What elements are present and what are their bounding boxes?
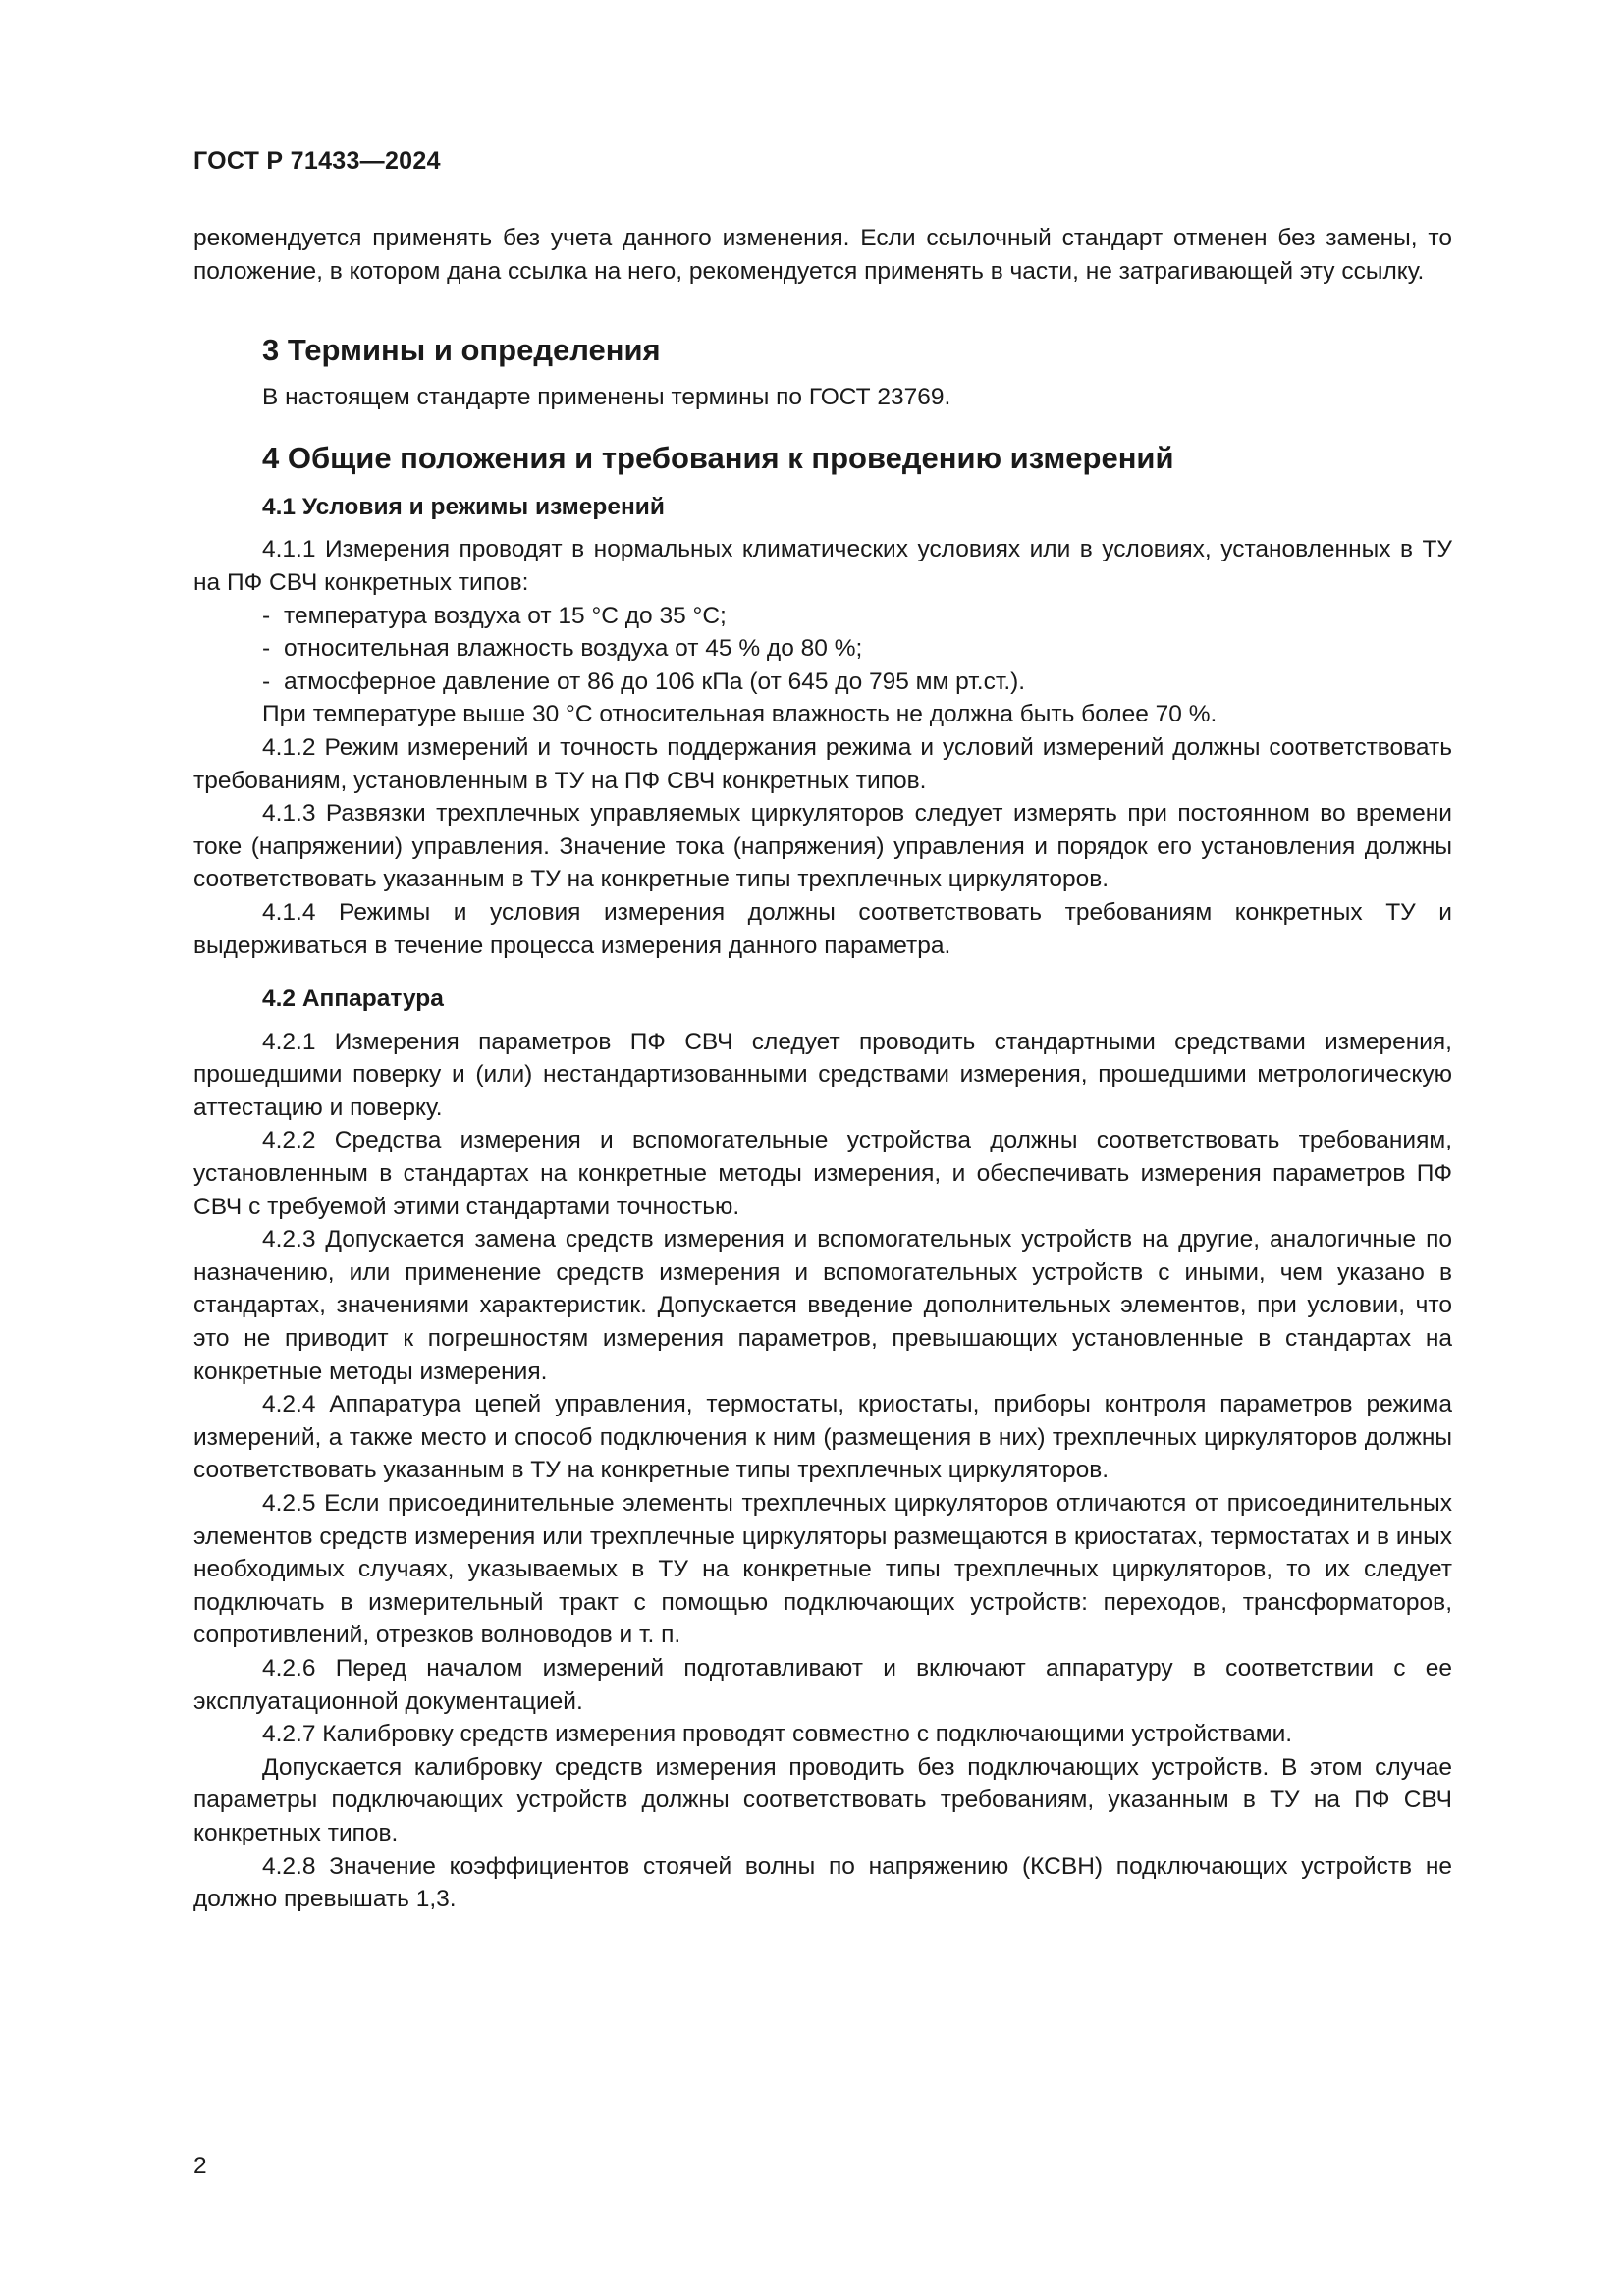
list-item: - относительная влажность воздуха от 45 % до 80 %; xyxy=(262,635,863,663)
paragraph-4-2-7: 4.2.7 Калибровку средств измерения проводят совместно с подключающими устройствами. xyxy=(262,1721,1293,1748)
paragraph-4-2-8: 4.2.8 Значение коэффициентов стоячей волны по напряжению (КСВН) подключающих устройств не должно превышать 1,3. xyxy=(193,1852,1452,1913)
document-code-header: ГОСТ Р 71433—2024 xyxy=(193,147,441,175)
list-item-text: относительная влажность воздуха от 45 % до 80 %; xyxy=(284,635,863,663)
paragraph-4-2-2: 4.2.2 Средства измерения и вспомогательные устройства должны соответствовать требованиям, установленным в стандартах на конкретные методы измерения, и обеспечивать измерения параметров ПФ СВЧ с требуемой этими стандартами точностью. xyxy=(193,1127,1452,1220)
paragraph-4-1-1: 4.1.1 Измерения проводят в нормальных климатических условиях или в условиях, установленных в ТУ на ПФ СВЧ конкретных типов: xyxy=(193,536,1452,596)
subsection-4-2-title: 4.2 Аппаратура xyxy=(262,986,444,1013)
document-body xyxy=(193,222,1452,1916)
page-number: 2 xyxy=(193,2153,207,2179)
paragraph-4-2-3: 4.2.3 Допускается замена средств измерения и вспомогательных устройств на другие, аналогичные по назначению, или применение средств измерения и вспомогательных устройств с иными, чем указано в стандартах, значениями характеристик. Допускается введение дополнительных элементов, при условии, что это не приводит к погрешностям измерения параметров, превышающих установленные в стандартах на конкретные методы измерения. xyxy=(193,1226,1452,1385)
paragraph-4-2-4: 4.2.4 Аппаратура цепей управления, термостаты, криостаты, приборы контроля параметров режима измерений, а также место и способ подключения к ним (размещения в них) трехплечных циркуляторов должны соответствовать указанным в ТУ на конкретные типы трехплечных циркуляторов. xyxy=(193,1391,1452,1484)
subsection-4-1-title: 4.1 Условия и режимы измерений xyxy=(262,493,665,520)
paragraph-4-1-2: 4.1.2 Режим измерений и точность поддержания режима и условий измерений должны соответствовать требованиям, установленным в ТУ на ПФ СВЧ конкретных типов. xyxy=(193,733,1452,794)
paragraph-4-1-3: 4.1.3 Развязки трехплечных управляемых циркуляторов следует измерять при постоянном во времени токе (напряжении) управления. Значение тока (напряжения) управления и порядок его установления должны соответствовать указанным в ТУ на конкретные типы трехплечных циркуляторов. xyxy=(193,800,1452,893)
paragraph-temperature-note: При температуре выше 30 °С относительная влажность не должна быть более 70 %. xyxy=(262,701,1218,728)
intro-paragraph: рекомендуется применять без учета данного изменения. Если ссылочный стандарт отменен без замены, то положение, в котором дана ссылка на него, рекомендуется применять в части, не затрагивающей эту ссылку. xyxy=(193,225,1452,285)
paragraph-4-2-7-continued: Допускается калибровку средств измерения проводить без подключающих устройств. В этом случае параметры подключающих устройств должны соответствовать требованиям, указанным в ТУ на ПФ СВЧ конкретных типов. xyxy=(193,1753,1452,1846)
list-item-text: атмосферное давление от 86 до 106 кПа (от 645 до 795 мм рт.ст.). xyxy=(284,667,1026,695)
paragraph-4-2-1: 4.2.1 Измерения параметров ПФ СВЧ следует проводить стандартными средствами измерения, прошедшими поверку и (или) нестандартизованными средствами измерения, прошедшими метрологическую аттестацию и поверку. xyxy=(193,1028,1452,1121)
paragraph-4-2-5: 4.2.5 Если присоединительные элементы трехплечных циркуляторов отличаются от присоединительных элементов средств измерения или трехплечные циркуляторы размещаются в криостатах, термостатах и в иных необходимых случаях, указываемых в ТУ на конкретные типы трехплечных циркуляторов, то их следует подключать в измерительный тракт с помощью подключающих устройств: переходов, трансформаторов, сопротивлений, отрезков волноводов и т. п. xyxy=(193,1490,1452,1649)
list-item: - атмосферное давление от 86 до 106 кПа (от 645 до 795 мм рт.ст.). xyxy=(262,667,1026,695)
section-3-title: 3 Термины и определения xyxy=(262,333,661,368)
paragraph-4-2-6: 4.2.6 Перед началом измерений подготавливают и включают аппаратуру в соответствии с ее эксплуатационной документацией. xyxy=(193,1654,1452,1715)
section-3-text: В настоящем стандарте применены термины по ГОСТ 23769. xyxy=(262,384,951,411)
section-4-title: 4 Общие положения и требования к проведению измерений xyxy=(262,440,1174,475)
list-item: - температура воздуха от 15 °С до 35 °С; xyxy=(262,602,727,629)
list-item-text: температура воздуха от 15 °С до 35 °С; xyxy=(284,602,727,629)
paragraph-4-1-4: 4.1.4 Режимы и условия измерения должны соответствовать требованиям конкретных ТУ и выдерживаться в течение процесса измерения данного параметра. xyxy=(193,898,1452,959)
